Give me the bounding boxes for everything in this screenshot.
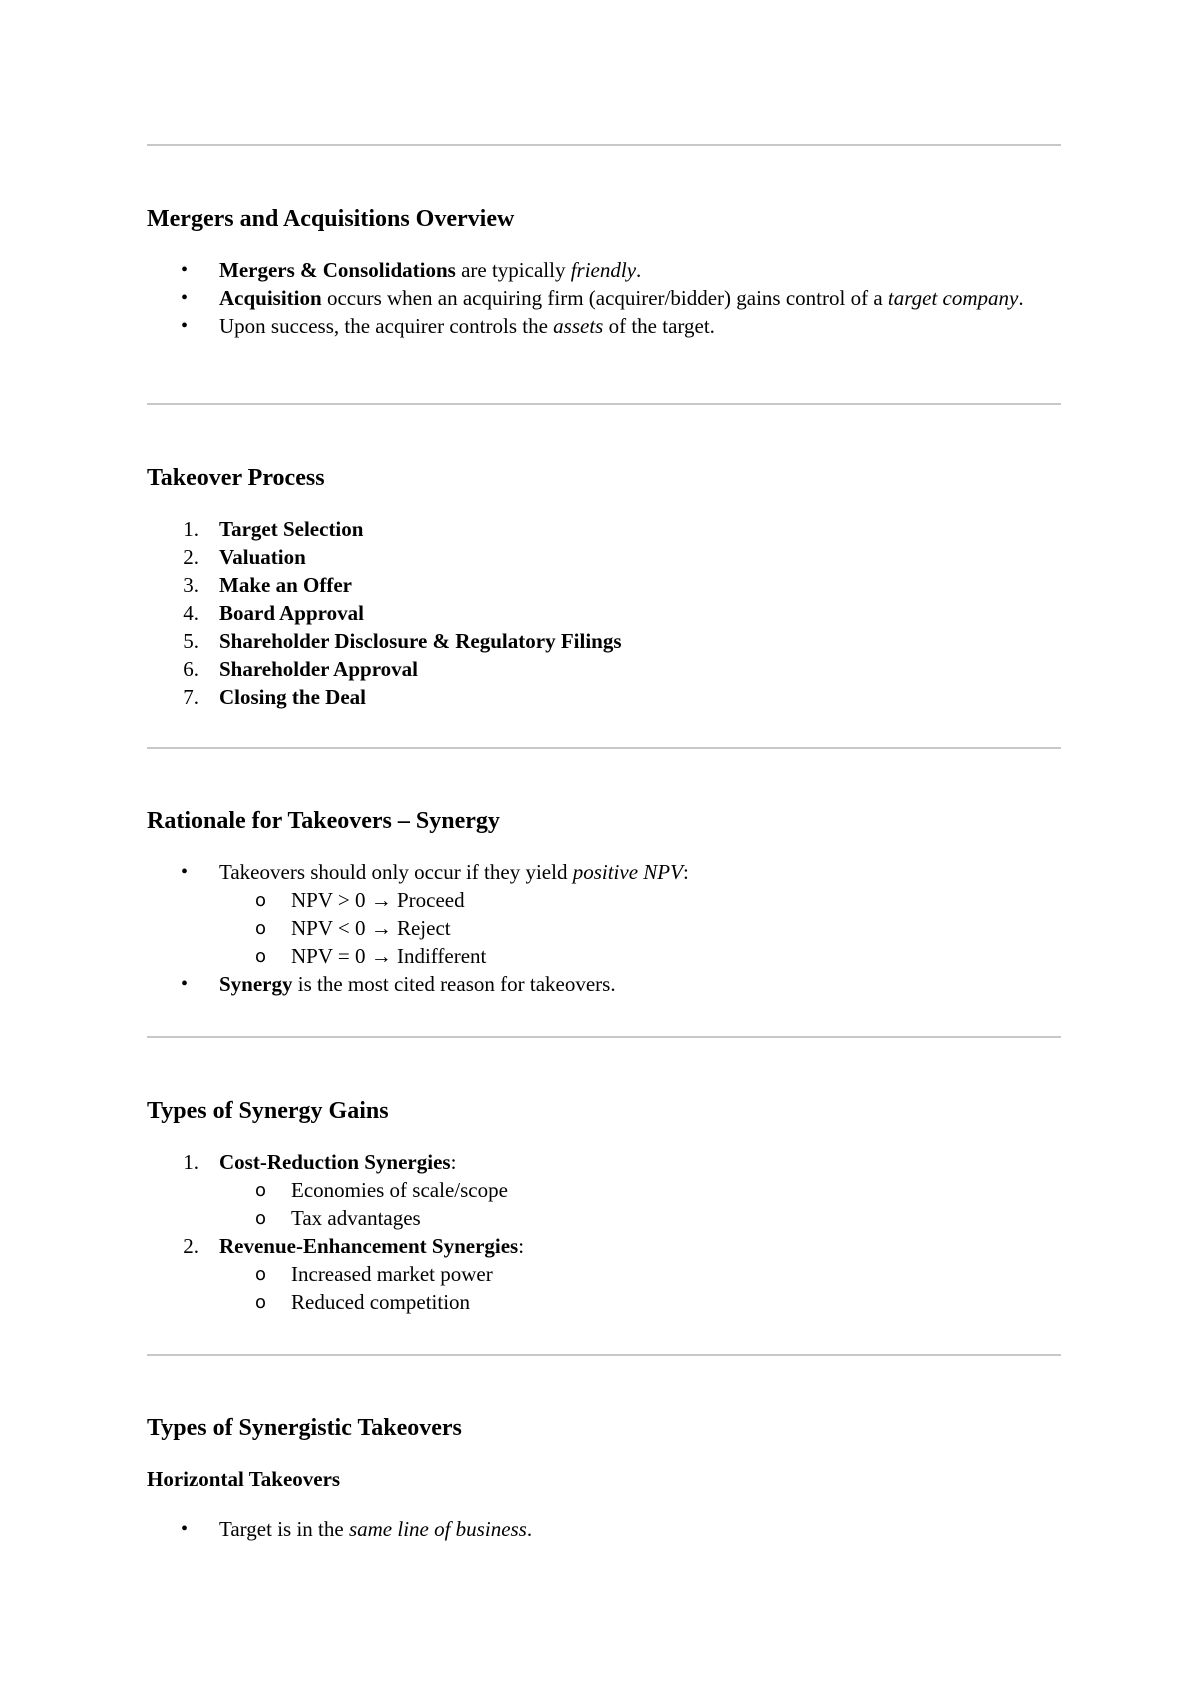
list-item: 6. Shareholder Approval bbox=[147, 655, 1061, 683]
list-item: 4. Board Approval bbox=[147, 599, 1061, 627]
list-item: • Acquisition occurs when an acquiring firm (acquirer/bidder) gains control of a target company. bbox=[181, 286, 1024, 310]
list-item: • Upon success, the acquirer controls the assets of the target. bbox=[181, 314, 715, 338]
section-heading: Takeover Process bbox=[147, 465, 325, 491]
list-item: 1. Target Selection bbox=[147, 515, 1061, 543]
bullet-list bbox=[147, 858, 1061, 998]
circle-marker: o bbox=[255, 946, 267, 967]
list-item: 2. Valuation bbox=[147, 543, 1061, 571]
list-item: 7. Closing the Deal bbox=[147, 683, 1061, 711]
sub-list-item: o NPV = 0 → Indifferent bbox=[219, 942, 1061, 970]
section-overview bbox=[147, 204, 1061, 340]
list-item: 3. Make an Offer bbox=[147, 571, 1061, 599]
horizontal-rule bbox=[147, 1036, 1061, 1038]
bullet-marker: • bbox=[181, 287, 189, 309]
list-number: 4. bbox=[183, 601, 199, 625]
sub-list bbox=[219, 1176, 1061, 1232]
sub-heading: Horizontal Takeovers bbox=[147, 1467, 341, 1491]
bullet-marker: • bbox=[181, 315, 189, 337]
circle-marker: o bbox=[255, 1264, 267, 1285]
bullet-list bbox=[147, 256, 1061, 340]
section-takeover-process bbox=[147, 463, 1061, 711]
list-number: 7. bbox=[183, 685, 199, 709]
sub-list bbox=[219, 1260, 1061, 1316]
list-item: • Mergers & Consolidations are typically friendly. bbox=[181, 258, 642, 282]
sub-list bbox=[219, 886, 1061, 970]
list-item: 5. Shareholder Disclosure & Regulatory Filings bbox=[147, 627, 1061, 655]
section-heading: Types of Synergy Gains bbox=[147, 1098, 389, 1124]
horizontal-rule bbox=[147, 144, 1061, 146]
sub-list-item: o Economies of scale/scope bbox=[219, 1176, 1061, 1204]
list-item: • Synergy is the most cited reason for takeovers. bbox=[181, 972, 616, 996]
bullet-marker: • bbox=[181, 861, 189, 883]
list-number: 3. bbox=[183, 573, 199, 597]
list-item: • Takeovers should only occur if they yield positive NPV: o NPV > 0 → Proceed o NPV < 0 → Reject o NPV = 0 → Indifferent bbox=[147, 858, 1061, 970]
list-number: 6. bbox=[183, 657, 199, 681]
circle-marker: o bbox=[255, 918, 267, 939]
horizontal-rule bbox=[147, 747, 1061, 749]
circle-marker: o bbox=[255, 1208, 267, 1229]
list-item: 1. Cost-Reduction Synergies: o Economies of scale/scope o Tax advantages bbox=[147, 1148, 1061, 1232]
list-number: 1. bbox=[183, 1150, 199, 1174]
sub-list-item: o NPV < 0 → Reject bbox=[219, 914, 1061, 942]
circle-marker: o bbox=[255, 890, 267, 911]
list-number: 2. bbox=[183, 1234, 199, 1258]
section-synergistic-takeovers bbox=[147, 1413, 1061, 1543]
list-item: 2. Revenue-Enhancement Synergies: o Increased market power o Reduced competition bbox=[147, 1232, 1061, 1316]
circle-marker: o bbox=[255, 1292, 267, 1313]
list-number: 5. bbox=[183, 629, 199, 653]
bullet-marker: • bbox=[181, 259, 189, 281]
section-rationale bbox=[147, 806, 1061, 998]
bullet-list bbox=[147, 1515, 1061, 1543]
sub-list-item: o Increased market power bbox=[219, 1260, 1061, 1288]
numbered-list bbox=[147, 515, 1061, 711]
sub-list-item: o Reduced competition bbox=[219, 1288, 1061, 1316]
section-heading: Rationale for Takeovers – Synergy bbox=[147, 808, 500, 834]
list-number: 2. bbox=[183, 545, 199, 569]
sub-list-item: o NPV > 0 → Proceed bbox=[219, 886, 1061, 914]
list-item: • Target is in the same line of business. bbox=[181, 1517, 533, 1541]
bullet-marker: • bbox=[181, 973, 189, 995]
sub-list-item: o Tax advantages bbox=[219, 1204, 1061, 1232]
circle-marker: o bbox=[255, 1180, 267, 1201]
section-heading: Types of Synergistic Takeovers bbox=[147, 1415, 462, 1441]
horizontal-rule bbox=[147, 403, 1061, 405]
section-synergy-gains bbox=[147, 1096, 1061, 1316]
bullet-marker: • bbox=[181, 1518, 189, 1540]
list-number: 1. bbox=[183, 517, 199, 541]
horizontal-rule bbox=[147, 1354, 1061, 1356]
section-heading: Mergers and Acquisitions Overview bbox=[147, 206, 515, 232]
numbered-list bbox=[147, 1148, 1061, 1316]
document-page bbox=[147, 0, 1061, 1696]
